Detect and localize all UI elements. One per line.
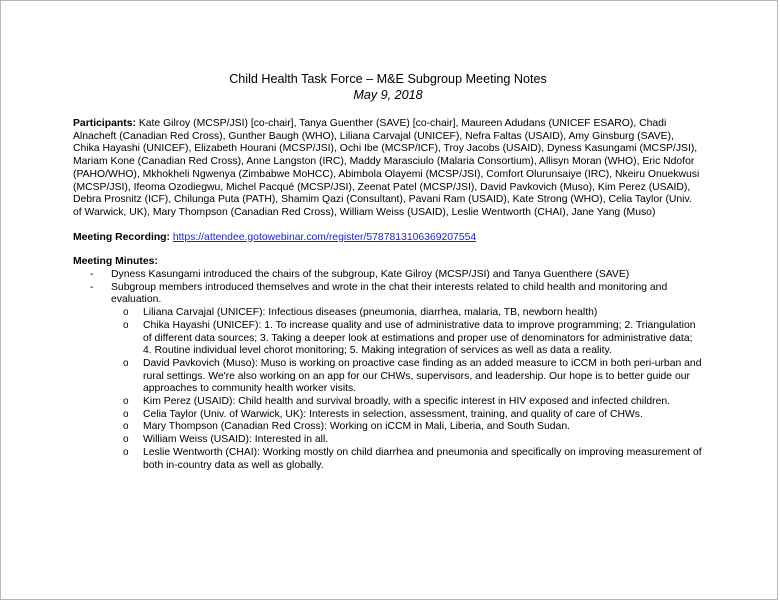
list-item-text: Liliana Carvajal (UNICEF): Infectious diseases (pneumonia, diarrhea, malaria, TB, newborn health): [143, 307, 598, 319]
recording-paragraph: [73, 232, 703, 245]
circle-bullet: o: [123, 408, 129, 420]
circle-bullet: o: [123, 396, 129, 408]
list-item: [123, 396, 703, 409]
list-item: [123, 307, 703, 320]
participants-list: Kate Gilroy (MCSP/JSI) [co-chair], Tanya Guenther (SAVE) [co-chair], Maureen Adudans (UNICEF ESARO), Chadi Alnacheft (Canadian Red Cross), Gunther Baugh (WHO), Liliana Carvajal (UNICEF), Nefra Faltas (USAID), Amy Ginsburg (SAVE), Chika Hayashi (UNICEF), Elizabeth Hourani (MCSP/JSI), Ochi Ibe (MCSP/ICF), Troy Jacobs (USAID), Dyness Kasungami (MCSP/JSI), Mariam Kone (Canadian Red Cross), Anne Langston (IRC), Maddy Marasciulo (Malaria Consortium), Allisyn Moran (WHO), Eric Ndofor (PAHO/WHO), Mkhokheli Ngwenya (Zimbabwe MoHCC), Abimbola Olayemi (MCSP/JSI), Comfort Olurunsaiye (IRC), Nkeiru Onuekwusi (MCSP/JSI), Ifeoma Ozodiegwu, Michel Pacqué (MCSP/JSI), Zeenat Patel (MCSP/JSI), David Pavkovich (Muso), Kim Perez (USAID), Debra Prosnitz (ICF), Chilunga Puta (PATH), Shamim Qazi (Consultant), Pavani Ram (USAID), Kate Strong (WHO), Celia Taylor (Univ. of Warwick, UK), Mary Thompson (Canadian Red Cross), William Weiss (USAID), Leslie Wentworth (CHAI), Jane Yang (Muso): [73, 118, 700, 218]
list-item: [123, 409, 703, 422]
circle-bullet: o: [123, 357, 129, 369]
circle-bullet: o: [123, 307, 129, 319]
list-item-text: Kim Perez (USAID): Child health and survival broadly, with a specific interest in HIV exposed and infected children.: [143, 396, 671, 408]
dash-bullet: -: [90, 269, 94, 281]
circle-bullet: o: [123, 446, 129, 458]
list-item: [123, 358, 703, 396]
list-item-text: Chika Hayashi (UNICEF): 1. To increase quality and use of administrative data to improve programming; 2. Triangulation of different data sources; 3. Taking a deeper look at estimations and proper use of denominators for administrative data; 4. Routine individual level chorot monitoring; 5. Making integration of services as well as data a reality.: [143, 319, 696, 357]
list-item-text: Leslie Wentworth (CHAI): Working mostly on child diarrhea and pneumonia and specifically on improving measurement of both in-country data as well as globally.: [143, 446, 702, 471]
recording-label: Meeting Recording:: [73, 231, 170, 243]
list-item-text: Dyness Kasungami introduced the chairs of the subgroup, Kate Gilroy (MCSP/JSI) and Tanya Guenthere (SAVE): [111, 269, 630, 281]
interests-list: [111, 307, 703, 472]
recording-link[interactable]: https://attendee.gotowebinar.com/register/5787813106369207554: [172, 231, 477, 243]
list-item-text: Subgroup members introduced themselves and wrote in the chat their interests related to child health and monitoring and evaluation.: [111, 281, 668, 306]
circle-bullet: o: [123, 319, 129, 331]
list-item: [73, 269, 703, 282]
list-item: [123, 421, 703, 434]
list-item: [123, 447, 703, 472]
list-item-text: Mary Thompson (Canadian Red Cross): Working on iCCM in Mali, Liberia, and South Sudan.: [143, 421, 570, 433]
document-title: Child Health Task Force – M&E Subgroup Meeting Notes: [229, 72, 547, 86]
minutes-label: Meeting Minutes:: [73, 256, 158, 268]
participants-paragraph: [73, 118, 703, 220]
list-item-text: David Pavkovich (Muso): Muso is working on proactive case finding as an added measure to iCCM in both peri-urban and rural settings. We're also working on an app for our CHWs, supervisors, and leadership. Our hope is to better guide our approaches to community health worker visits.: [143, 357, 702, 395]
participants-label: Participants:: [73, 118, 136, 129]
minutes-list: [73, 269, 703, 472]
dash-bullet: -: [90, 281, 94, 293]
circle-bullet: o: [123, 434, 129, 446]
list-item: [123, 320, 703, 358]
list-item-text: William Weiss (USAID): Interested in all.: [143, 434, 329, 446]
list-item-text: Celia Taylor (Univ. of Warwick, UK): Interests in selection, assessment, training, and quality of care of CHWs.: [143, 408, 643, 420]
document-body: [73, 71, 703, 472]
circle-bullet: o: [123, 421, 129, 433]
list-item: [73, 282, 703, 473]
list-item: [123, 434, 703, 447]
document-date: May 9, 2018: [353, 88, 423, 102]
